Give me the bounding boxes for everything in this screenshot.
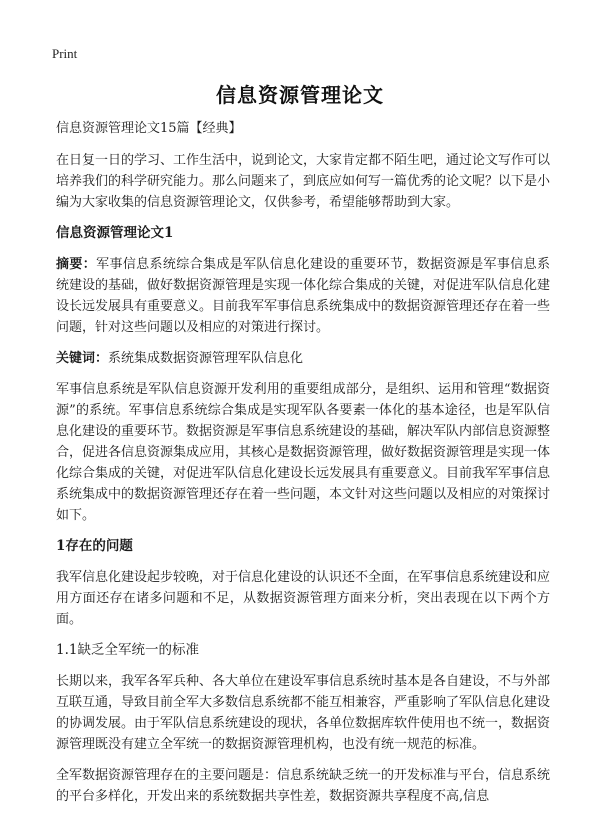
keywords-paragraph [56, 348, 550, 369]
abstract-label: 摘要： [56, 257, 97, 272]
abstract-paragraph [56, 254, 550, 338]
intro-paragraph: 在日复一日的学习、工作生活中，说到论文，大家肯定都不陌生吧，通过论文写作可以培养我们的科学研究能力。那么问题来了，到底应如何写一篇优秀的论文呢？以下是小编为大家收集的信息资源管理论文，仅供参考，希望能够帮助到大家。 [56, 153, 551, 210]
article-subtitle: 信息资源管理论文15篇【经典】 [56, 121, 242, 136]
body-intro-paragraph: 军事信息系统是军队信息资源开发利用的重要组成部分，是组织、运用和管理“数据资源”的系统。军事信息系统综合集成是实现军队各要素一体化的基本途径，也是军队信息化建设的重要环节。数据资源是军事信息系统建设的基础，解决军队内部信息资源整合，促进各信息资源集成应用，其核心是数据资源管理，做好数据资源管理是实现一体化综合集成的关键，对促进军队信息化建设长远发展具有重要意义。目前我军军事信息系统集成中的数据资源管理还存在着一些问题，本文针对这些问题以及相应的对策探讨如下。 [56, 382, 551, 523]
problems-intro-paragraph: 我军信息化建设起步较晚，对于信息化建设的认识还不全面，在军事信息系统建设和应用方面还存在诸多问题和不足，从数据资源管理方面来分析，突出表现在以下两个方面。 [56, 570, 551, 627]
keywords-text: 系统集成数据资源管理军队信息化 [108, 351, 304, 366]
subsection-1-1-paragraph-2: 全军数据资源管理存在的主要问题是：信息系统缺乏统一的开发标准与平台，信息系统的平台多样化，开发出来的系统数据共享性差，数据资源共享程度不高,信息 [56, 768, 551, 804]
subsection-heading-1-1: 1.1缺乏全军统一的标准 [56, 642, 199, 658]
print-link[interactable]: Print [52, 46, 78, 61]
article-body [56, 118, 550, 817]
section-heading-paper-1: 信息资源管理论文1 [56, 225, 174, 241]
abstract-text: 军事信息系统综合集成是军队信息化建设的重要环节，数据资源是军事信息系统建设的基础，做好数据资源管理是实现一体化综合集成的关键，对促进军队信息化建设长远发展具有重要意义。目前我军军事信息系统集成中的数据资源管理还存在着一些问题，针对这些问题以及相应的对策进行探讨。 [56, 257, 551, 335]
keywords-label: 关键词： [56, 351, 109, 366]
page-title: 信息资源管理论文 [216, 83, 384, 107]
section-heading-problems: 1存在的问题 [56, 538, 133, 554]
subsection-1-1-paragraph-1: 长期以来，我军各军兵种、各大单位在建设军事信息系统时基本是各自建设，不与外部互联互通，导致目前全军大多数信息系统都不能互相兼容，严重影响了军队信息化建设的协调发展。由于军队信息系统建设的现状，各单位数据库软件使用也不统一，数据资源管理既没有建立全军统一的数据资源管理机构，也没有统一规范的标准。 [56, 674, 551, 752]
